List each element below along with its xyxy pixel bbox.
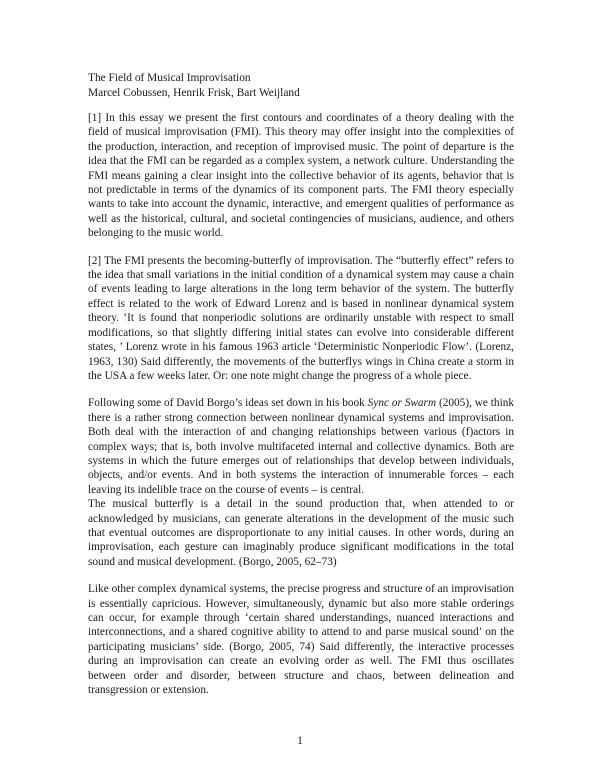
document-page bbox=[88, 71, 514, 697]
title-block bbox=[88, 71, 514, 100]
paragraph-4: The musical butterfly is a detail in the sound production that, when attended to or acknowledged by musicians, can generate alterations in the development of the music such that eventual outcomes are disproportionate to any initial causes. In other words, during an improvisation, each gesture can imaginably produce significant modifications in the total sound and musical development. (Borgo, 2005, 62–73) bbox=[88, 498, 514, 568]
paragraph-5: Like other complex dynamical systems, the precise progress and structure of an improvisation is essentially capricious. However, simultaneously, dynamic but also more stable orderings can occur, for example through ‘certain shared understandings, nuanced interactions and interconnections, and a shared cognitive ability to attend to and parse musical sound’ on the participating musicians’ side. (Borgo, 2005, 74) Said differently, the interactive processes during an improvisation can create an evolving order as well. The FMI thus oscillates between order and disorder, between structure and chaos, between delineation and transgression or extension. bbox=[88, 583, 514, 697]
paragraph-3-text-after: (2005), we think there is a rather strong connection between nonlinear dynamical systems and improvisation. Both deal with the interaction of and changing relationships between various (f)actors in complex ways; that is, both involve multifaceted internal and collective dynamics. Both are systems in which the future emerges out of relationships that develop between individuals, objects, and/or events. And in both systems the interaction of innumerable forces – each leaving its indelible trace on the course of events – is central. bbox=[88, 397, 515, 496]
book-title: Sync or Swarm bbox=[367, 397, 437, 410]
document-authors: Marcel Cobussen, Henrik Frisk, Bart Weijland bbox=[88, 86, 300, 99]
document-title: The Field of Musical Improvisation bbox=[88, 72, 251, 84]
paragraph-3-text-before: Following some of David Borgo’s ideas set down in his book bbox=[88, 397, 368, 410]
paragraph-2: [2] The FMI presents the becoming-butterfly of improvisation. The “butterfly effect” refers to the idea that small variations in the initial condition of a dynamical system may cause a chain of events leading to large alterations in the long term behavior of the system. The butterfly effect is related to the work of Edward Lorenz and is based in nonlinear dynamical system theory. ‘It is found that nonperiodic solutions are ordinarily unstable with respect to small modifications, so that slightly differing initial states can evolve into considerable different states, ’ Lorenz wrote in his famous 1963 article ‘Deterministic Nonperiodic Flow’. (Lorenz, 1963, 130) Said differently, the movements of the butterflys wings in China create a storm in the USA a few weeks later. Or: one note might change the progress of a whole piece. bbox=[88, 254, 514, 382]
paragraph-1: [1] In this essay we present the first contours and coordinates of a theory dealing with the field of musical improvisation (FMI). This theory may offer insight into the complexities of the production, interaction, and reception of improvised music. The point of departure is the idea that the FMI can be regarded as a complex system, a network culture. Understanding the FMI means gaining a clear insight into the collective behavior of its agents, behavior that is not predictable in terms of the dynamics of its component parts. The FMI theory especially wants to take into account the dynamic, interactive, and emergent qualities of performance as well as the historical, cultural, and societal contingencies of musicians, audience, and others belonging to the music world. bbox=[88, 112, 514, 240]
page-number: 1 bbox=[297, 735, 303, 747]
paragraph-3 bbox=[88, 396, 514, 497]
